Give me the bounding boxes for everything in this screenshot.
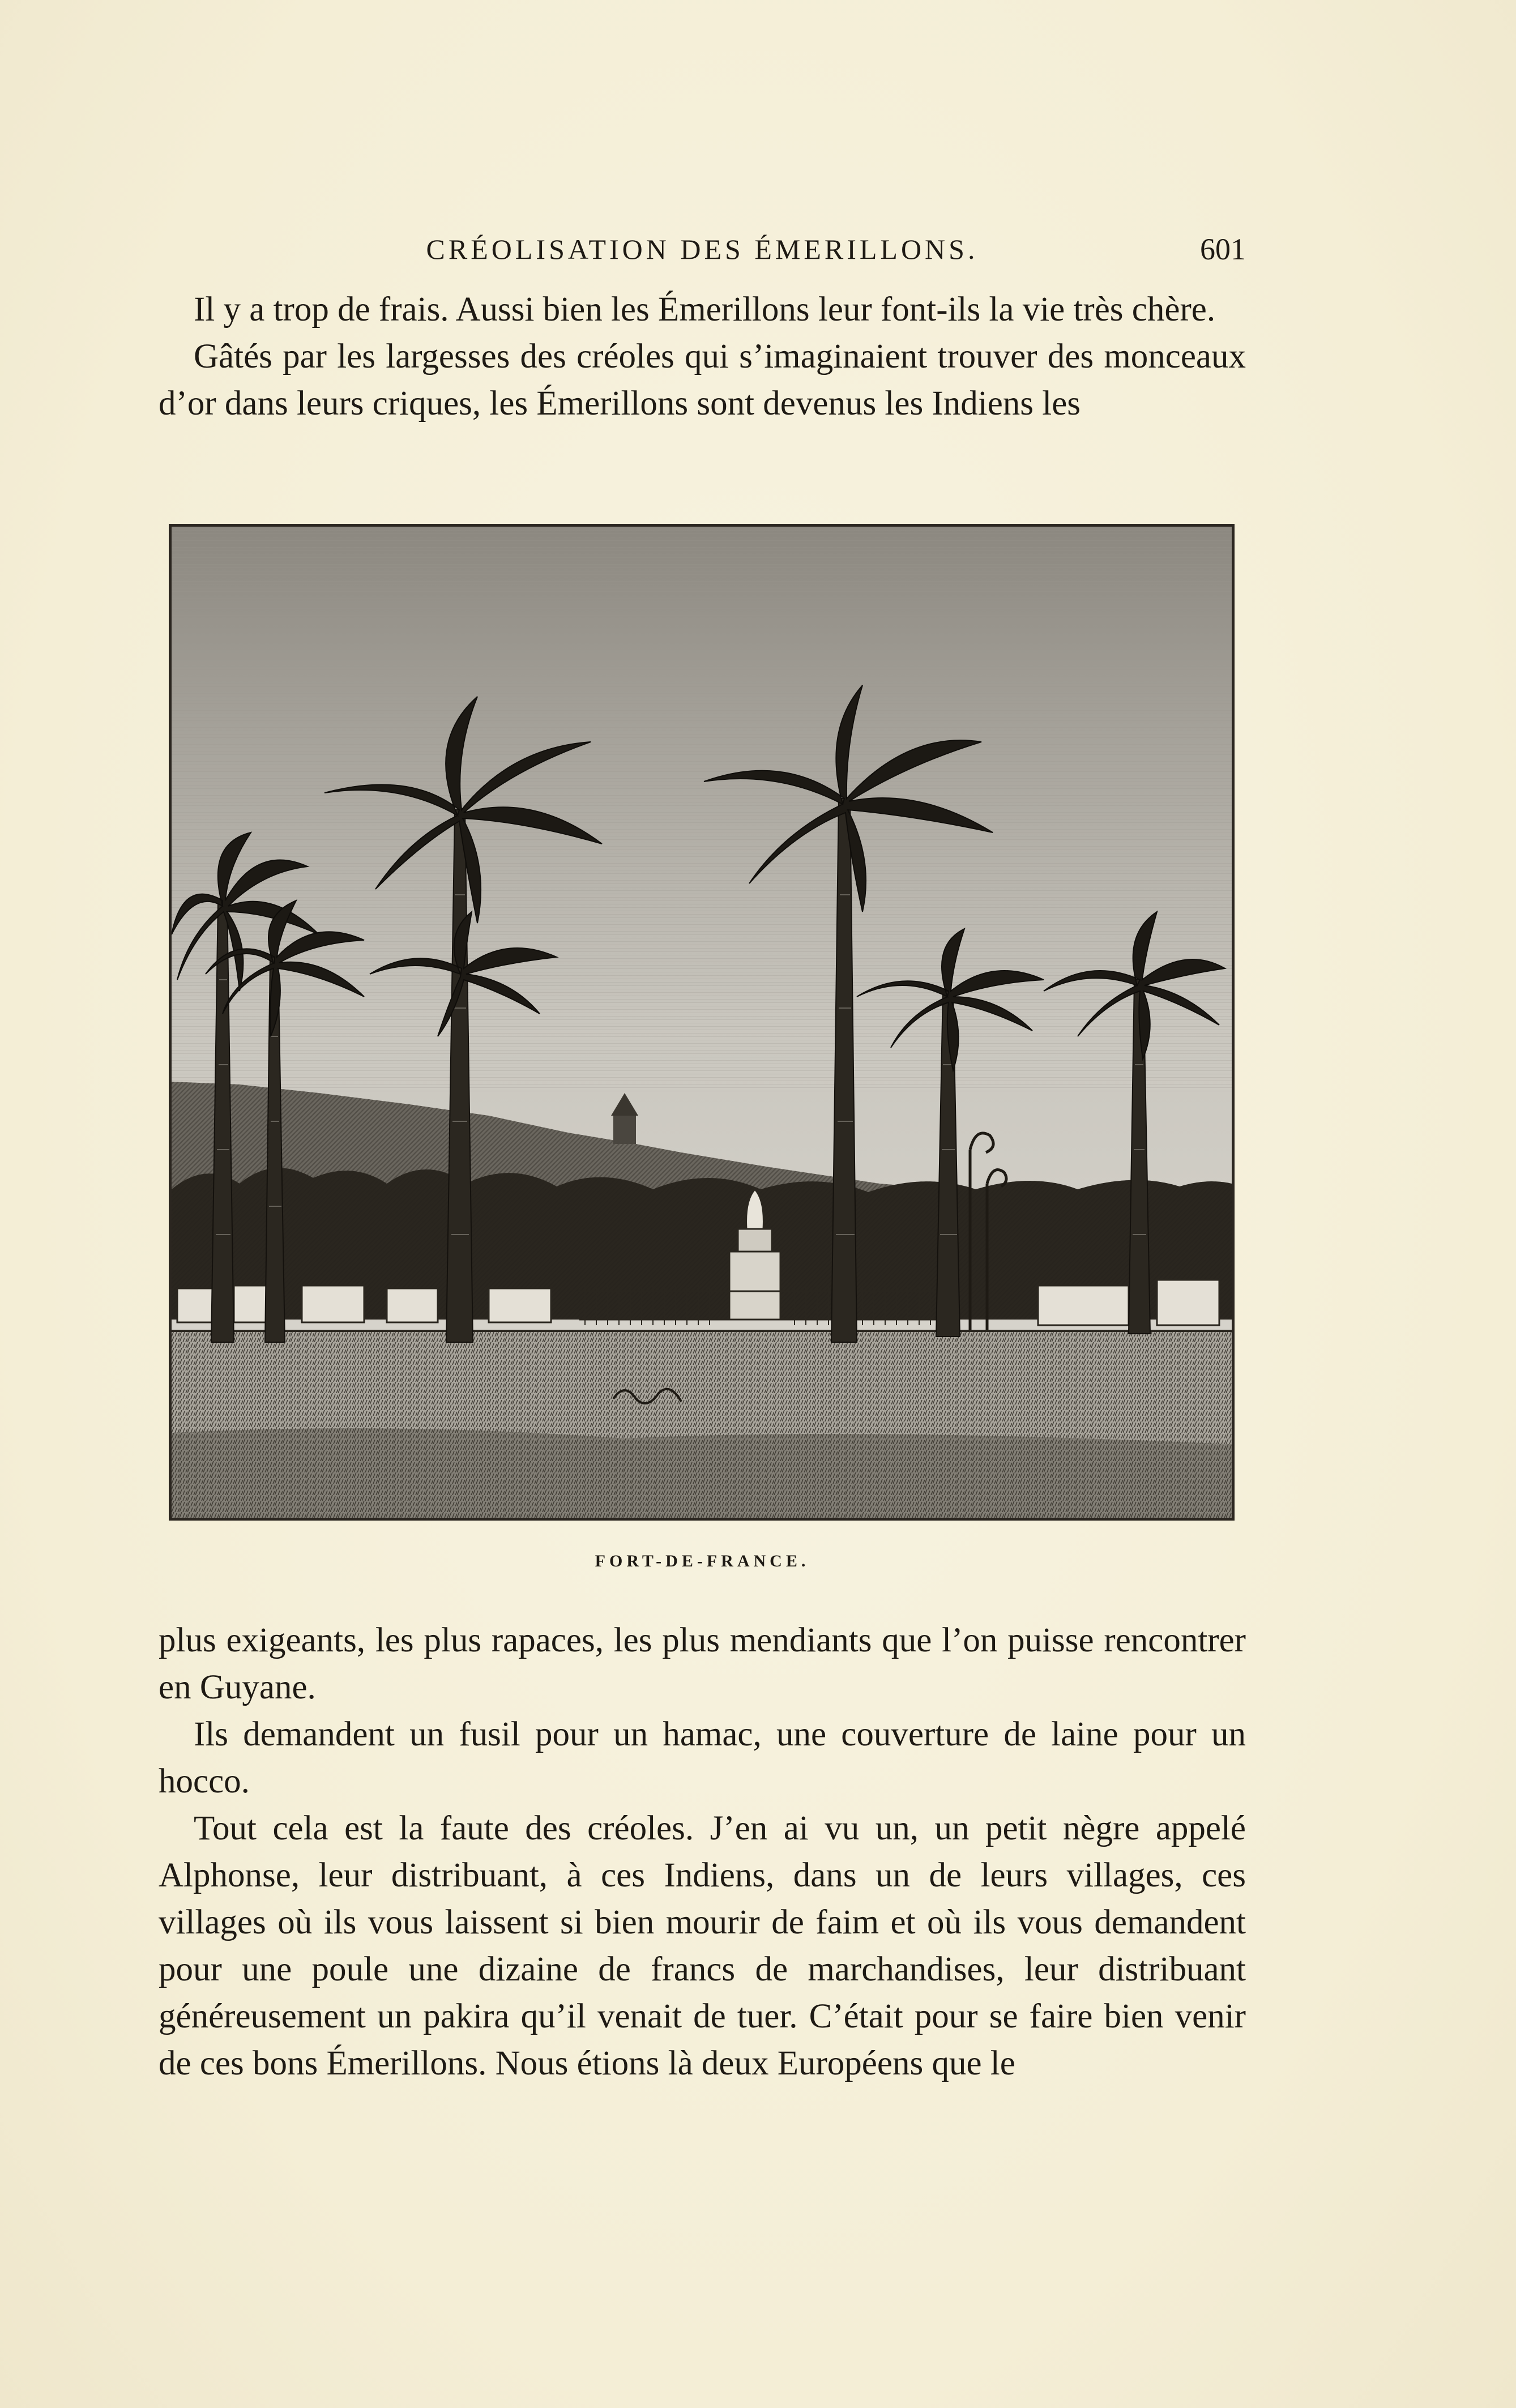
figure-caption: FORT-DE-FRANCE. <box>595 1552 810 1570</box>
engraving-illustration <box>169 524 1235 1521</box>
palm-trees-engraving <box>172 527 1232 1518</box>
text-top <box>159 286 1246 427</box>
page-number: 601 <box>1200 232 1246 266</box>
paragraph: Tout cela est la faute des créoles. J’en ai vu un, un petit nègre appelé Alphonse, leur distribuant, à ces Indiens, dans un de leurs villages, ces villages où ils vous laissent si bien mourir de faim et où ils vous demandent pour une poule une dizaine de francs de marchandises, leur distribuant généreusement un pakira qu’il venait de tuer. C’était pour se faire bien venir de ces bons Émerillons. Nous étions là deux Européens que le <box>159 1809 1246 2082</box>
running-title: CRÉOLISATION DES ÉMERILLONS. <box>426 233 979 265</box>
paragraph: Il y a trop de frais. Aussi bien les Émerillons leur font-ils la vie très chère. <box>194 291 1216 328</box>
running-head <box>159 229 1246 269</box>
paragraph: plus exigeants, les plus rapaces, les plus mendiants que l’on puisse rencontrer en Guyane. <box>159 1621 1246 1706</box>
text-bottom <box>159 1617 1246 2087</box>
paragraph: Ils demandent un fusil pour un hamac, une couverture de laine pour un hocco. <box>159 1715 1246 1800</box>
paragraph: Gâtés par les largesses des créoles qui s’imaginaient trouver des monceaux d’or dans leurs criques, les Émerillons sont devenus les Indiens les <box>159 338 1246 422</box>
